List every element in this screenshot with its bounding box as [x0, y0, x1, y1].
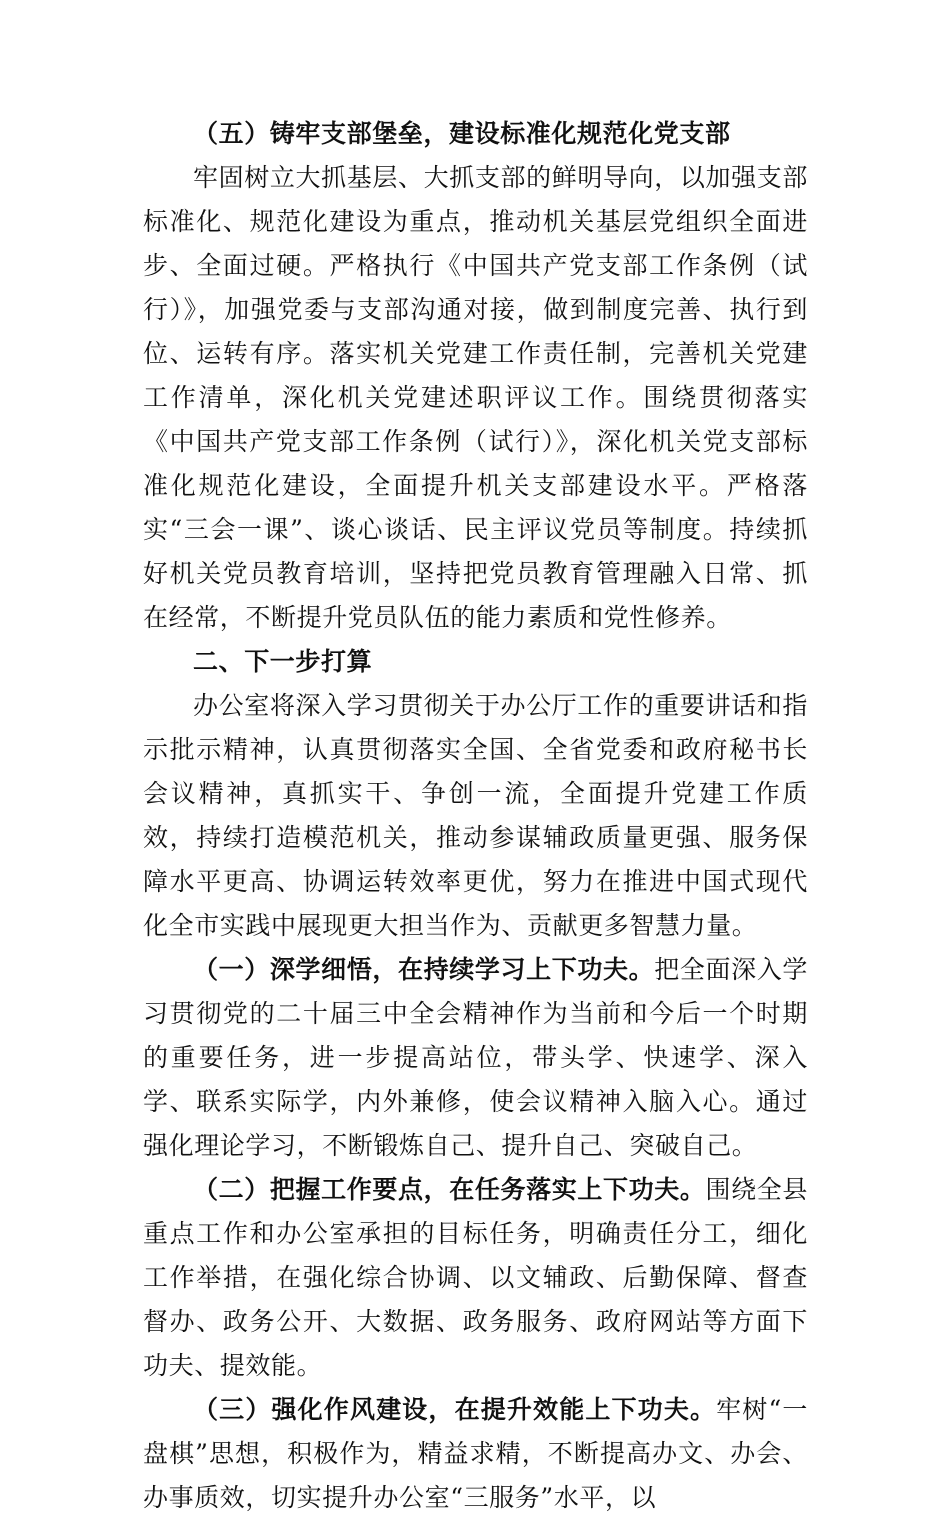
paragraph-item-2 [143, 1168, 808, 1388]
item-1-body: 把全面深入学习贯彻党的二十届三中全会精神作为当前和今后一个时期的重要任务，进一步提高站位，带头学、快速学、深入学、联系实际学，内外兼修，使会议精神入脑入心。通过强化理论学习，不断锻炼自己、提升自己、突破自己。 [143, 955, 808, 1160]
item-1-lead: （一）深学细悟，在持续学习上下功夫。 [193, 955, 655, 984]
item-3-lead: （三）强化作风建设，在提升效能上下功夫。 [193, 1395, 717, 1424]
paragraph-section2-intro: 办公室将深入学习贯彻关于办公厅工作的重要讲话和指示批示精神，认真贯彻落实全国、全省党委和政府秘书长会议精神，真抓实干、争创一流，全面提升党建工作质效，持续打造模范机关，推动参谋辅政质量更强、服务保障水平更高、协调运转效率更优，努力在推进中国式现代化全市实践中展现更大担当作为、贡献更多智慧力量。 [143, 691, 808, 940]
item-2-body: 围绕全县重点工作和办公室承担的目标任务，明确责任分工，细化工作举措，在强化综合协调、以文辅政、后勤保障、督查督办、政务公开、大数据、政务服务、政府网站等方面下功夫、提效能。 [143, 1175, 808, 1380]
item-2-lead: （二）把握工作要点，在任务落实上下功夫。 [193, 1175, 706, 1204]
item-3-body: 牢树“一盘棋”思想，积极作为，精益求精，不断提高办文、办会、办事质效，切实提升办公室“三服务”水平，以 [143, 1395, 808, 1512]
subsection-heading-5: （五）铸牢支部堡垒，建设标准化规范化党支部 [193, 119, 731, 148]
section-heading-2: 二、下一步打算 [193, 647, 373, 676]
paragraph-item-3 [143, 1388, 808, 1520]
paragraph-item-1 [143, 948, 808, 1168]
paragraph-5: 牢固树立大抓基层、大抓支部的鲜明导向，以加强支部标准化、规范化建设为重点，推动机关基层党组织全面进步、全面过硬。严格执行《中国共产党支部工作条例（试行）》，加强党委与支部沟通对接，做到制度完善、执行到位、运转有序。落实机关党建工作责任制，完善机关党建工作清单，深化机关党建述职评议工作。围绕贯彻落实《中国共产党支部工作条例（试行）》，深化机关党支部标准化规范化建设，全面提升机关支部建设水平。严格落实“三会一课”、谈心谈话、民主评议党员等制度。持续抓好机关党员教育培训，坚持把党员教育管理融入日常、抓在经常，不断提升党员队伍的能力素质和党性修养。 [143, 163, 808, 632]
document-body [143, 112, 808, 1520]
